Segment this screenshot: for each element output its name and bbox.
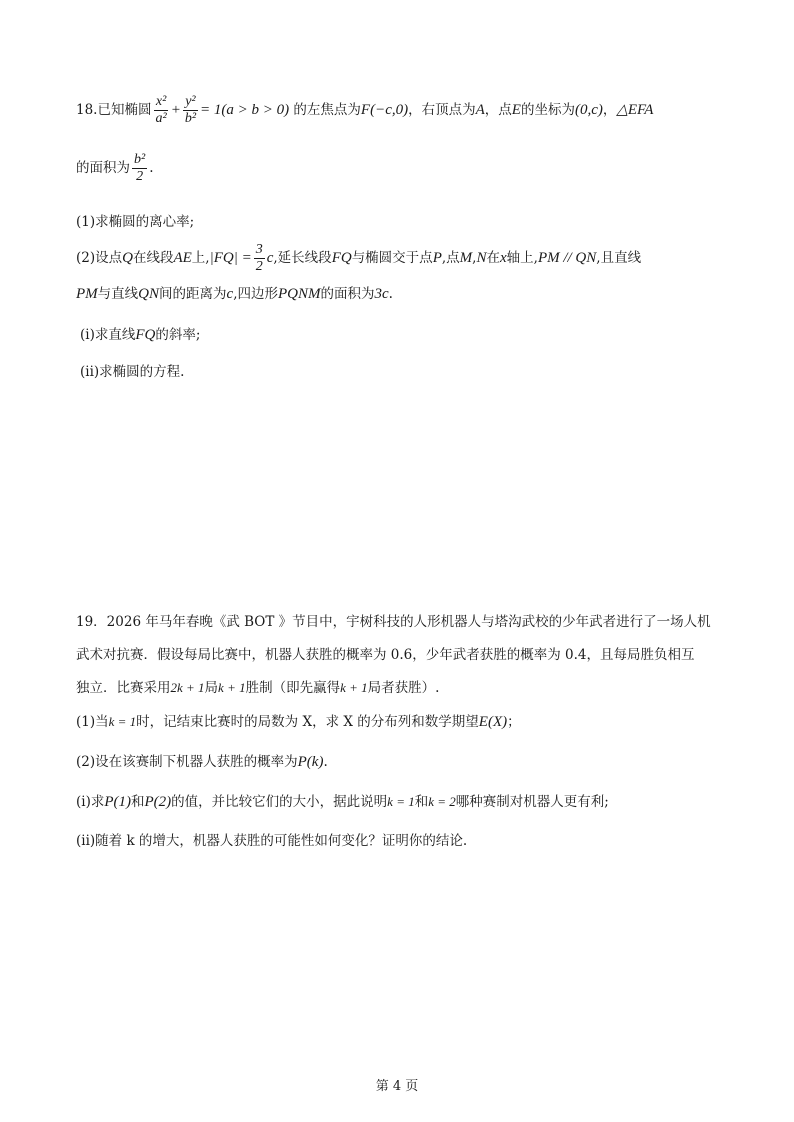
q18-part-2-cont: PM与直线QN间的距离为c,四边形PQNM的面积为3c.	[76, 286, 393, 302]
q19-part-2: (2)设在该赛制下机器人获胜的概率为P(k).	[76, 754, 328, 770]
q19-line-2: 武术对抗赛．假设每局比赛中，机器人获胜的概率为 0.6，少年武者获胜的概率为 0.4，且每局胜负相互	[76, 647, 695, 663]
fraction-y2-b2: $\frac{\text{y²}}{\text{b²}}$	[184, 94, 197, 126]
fraction-b2-2: $\frac{\text{b²}}{2}$	[134, 152, 146, 184]
q19-part-1: (1)当k = 1时，记结束比赛时的局数为 X，求 X 的分布列和数学期望E(X)；	[76, 714, 521, 730]
fraction-x2-a2: $\frac{\text{x²}}{\text{a²}}$	[155, 94, 167, 126]
q18-part-1: (1)求椭圆的离心率;	[76, 214, 195, 230]
q18-part-2: (2)设点Q在线段AE上,|FQ| = $\frac{3}{2}$ c,延长线段FQ与椭圆交于点P,点M,N在x轴上,PM // QN,且直线	[76, 242, 642, 274]
q18-sub-ii: (ii)求椭圆的方程.	[80, 364, 185, 380]
q18-line-1: 18.已知椭圆 $\frac{\text{x²}}{\text{a²}}$ + $\frac{\text{y²}}{\text{b²}}$ = 1(a > b > 0) 的左焦点为F(−c,0)，右顶点为A，点E的坐标为(0,c)，△EFA	[76, 94, 654, 126]
q19-sub-ii: (ii)随着 k 的增大，机器人获胜的可能性如何变化？证明你的结论.	[76, 833, 468, 849]
q19-sub-i: (i)求P(1)和P(2)的值，并比较它们的大小，据此说明k = 1和k = 2哪种赛制对机器人更有利;	[76, 794, 609, 810]
q18-line-2: 的面积为 $\frac{\text{b²}}{2}$ .	[76, 152, 154, 184]
q19-line-1: 19．2026 年马年春晚《武 BOT 》节目中，宇树科技的人形机器人与塔沟武校的少年武者进行了一场人机	[76, 614, 711, 630]
q19-line-3: 独立．比赛采用2k + 1局k + 1胜制（即先赢得k + 1局者获胜）.	[76, 680, 440, 696]
q18-sub-i: (i)求直线FQ的斜率;	[80, 327, 201, 343]
page-number: 第 4 页	[375, 1079, 419, 1094]
q18-text: 18.已知椭圆	[76, 102, 152, 118]
fraction-3-2: $\frac{3}{2}$	[255, 242, 263, 274]
